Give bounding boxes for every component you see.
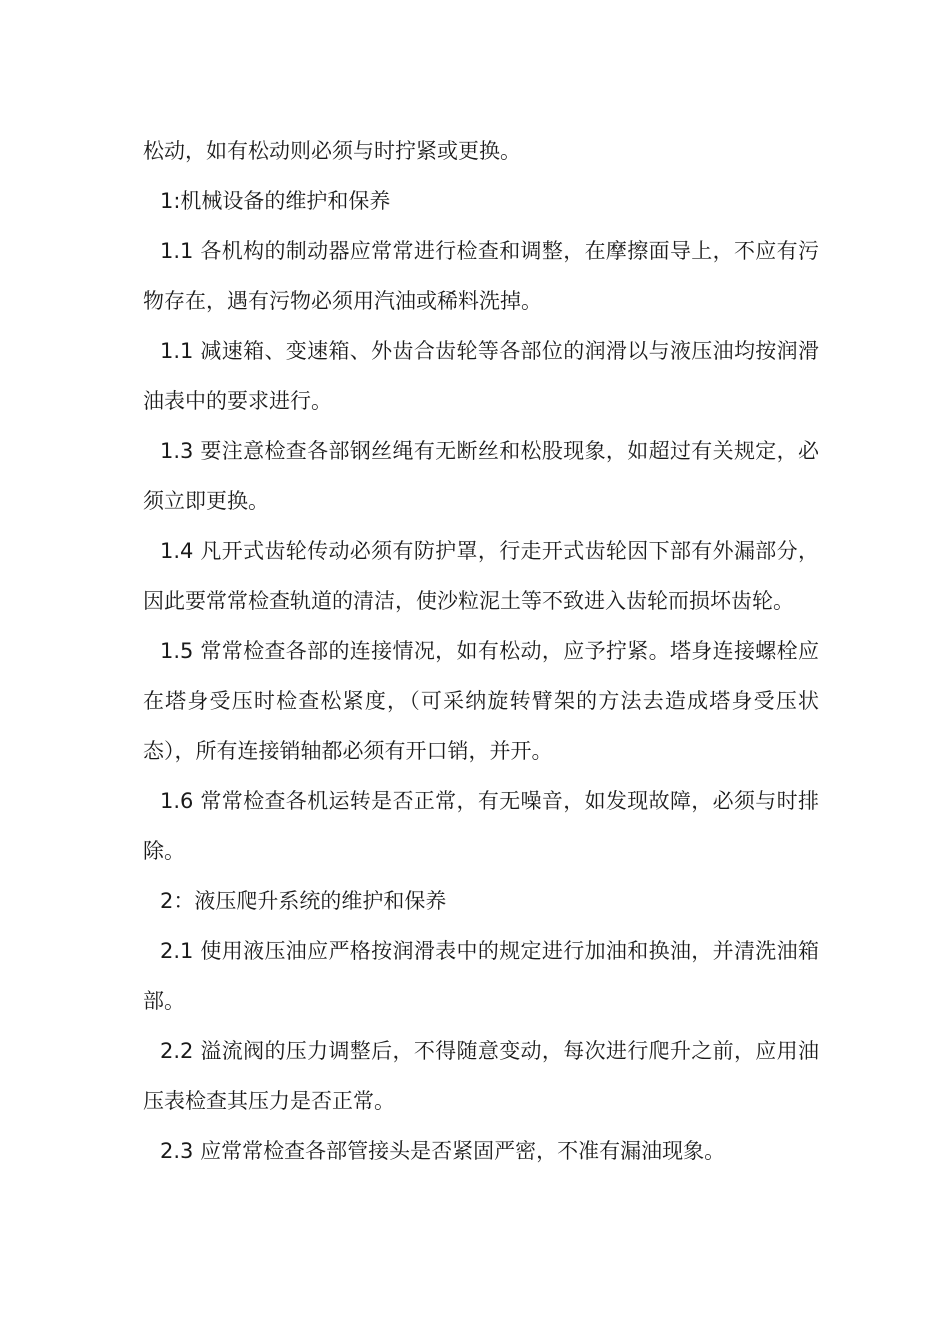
paragraph-operation-check: 1.6 常常检查各机运转是否正常，有无噪音，如发现故障，必须与时排除。 <box>143 789 819 863</box>
paragraph-pipe-joints: 2.3 应常常检查各部管接头是否紧固严密，不准有漏油现象。 <box>160 1139 726 1163</box>
paragraph-wire-rope: 1.3 要注意检查各部钢丝绳有无断丝和松股现象，如超过有关规定，必须立即更换。 <box>143 439 819 513</box>
paragraph-connections: 1.5 常常检查各部的连接情况，如有松动，应予拧紧。塔身连接螺栓应在塔身受压时检查松紧度，（可采纳旋转臂架的方法去造成塔身受压状态），所有连接销轴都必须有开口销，并开。 <box>143 639 819 763</box>
paragraph-lubrication: 1.1 减速箱、变速箱、外齿合齿轮等各部位的润滑以与液压油均按润滑油表中的要求进行。 <box>143 339 819 413</box>
paragraph-relief-valve: 2.2 溢流阀的压力调整后，不得随意变动，每次进行爬升之前，应用油压表检查其压力是否正常。 <box>143 1039 819 1113</box>
paragraph-gear-guard: 1.4 凡开式齿轮传动必须有防护罩，行走开式齿轮因下部有外漏部分，因此要常常检查轨道的清洁，使沙粒泥土等不致进入齿轮而损坏齿轮。 <box>143 539 819 613</box>
section-heading-hydraulic: 2：液压爬升系统的维护和保养 <box>160 889 447 913</box>
paragraph-continuation: 松动，如有松动则必须与时拧紧或更换。 <box>143 139 521 163</box>
section-heading-mechanical: 1:机械设备的维护和保养 <box>160 189 391 213</box>
paragraph-hydraulic-oil: 2.1 使用液压油应严格按润滑表中的规定进行加油和换油，并清洗油箱部。 <box>143 939 819 1013</box>
paragraph-brakes: 1.1 各机构的制动器应常常进行检查和调整，在摩擦面导上，不应有污物存在，遇有污物必须用汽油或稀料洗掉。 <box>143 239 819 313</box>
document-body <box>143 126 819 1176</box>
